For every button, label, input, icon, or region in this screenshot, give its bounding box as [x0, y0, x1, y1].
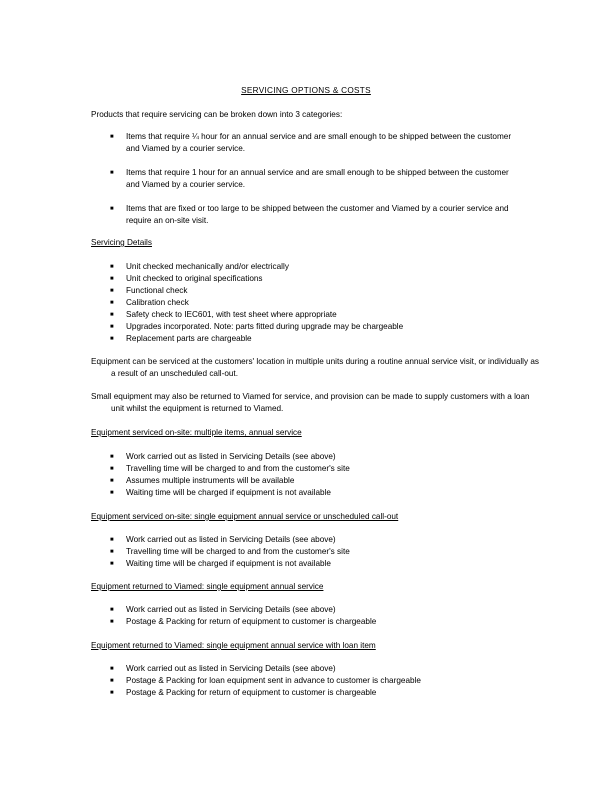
bullet-icon: ■	[110, 312, 114, 318]
list-item	[91, 273, 521, 285]
list-item	[91, 309, 521, 321]
list-item-text: Postage & Packing for return of equipment to customer is chargeable	[126, 688, 377, 697]
list-item-text: Unit checked mechanically and/or electrically	[126, 262, 289, 271]
bullet-icon: ■	[110, 336, 114, 342]
list-item-text: Postage & Packing for loan equipment sent in advance to customer is chargeable	[126, 676, 421, 685]
bullet-icon: ■	[110, 300, 114, 306]
list-item	[91, 663, 521, 675]
section-list	[91, 534, 521, 570]
list-item-text: Work carried out as listed in Servicing Details (see above)	[126, 605, 336, 614]
list-item	[91, 534, 521, 546]
list-item	[91, 475, 521, 487]
page-title: SERVICING OPTIONS & COSTS	[241, 86, 371, 95]
categories-list	[91, 131, 521, 227]
bullet-icon: ■	[110, 549, 114, 555]
bullet-icon: ■	[110, 134, 114, 140]
return-paragraph: Small equipment may also be returned to Viamed for service, and provision can be made to supply customers with a loan unit whilst the equipment is returned to Viamed.	[91, 392, 530, 413]
list-item-text: Items that are fixed or too large to be shipped between the customer and Viamed by a courier service and require an on-site visit.	[126, 204, 509, 225]
list-item	[91, 687, 521, 699]
list-item-text: Replacement parts are chargeable	[126, 334, 252, 343]
bullet-icon: ■	[110, 561, 114, 567]
servicing-details-heading: Servicing Details	[91, 238, 152, 247]
list-item	[91, 285, 521, 297]
list-item-text: Upgrades incorporated. Note: parts fitted during upgrade may be chargeable	[126, 322, 404, 331]
list-item-text: Postage & Packing for return of equipment to customer is chargeable	[126, 617, 377, 626]
list-item-text: Items that require ¼ hour for an annual service and are small enough to be shipped between the customer and Viamed by a courier service.	[126, 132, 512, 153]
bullet-icon: ■	[110, 206, 114, 212]
bullet-icon: ■	[110, 490, 114, 496]
list-item-text: Travelling time will be charged to and from the customer's site	[126, 464, 350, 473]
bullet-icon: ■	[110, 276, 114, 282]
list-item	[91, 558, 521, 570]
servicing-details-list	[91, 261, 521, 345]
section-heading: Equipment serviced on-site: multiple items, annual service	[91, 428, 302, 437]
list-item	[91, 616, 521, 628]
bullet-icon: ■	[110, 666, 114, 672]
list-item	[91, 463, 521, 475]
bullet-icon: ■	[110, 619, 114, 625]
list-item-text: Waiting time will be charged if equipment is not available	[126, 559, 331, 568]
bullet-icon: ■	[110, 607, 114, 613]
list-item-text: Unit checked to original specifications	[126, 274, 263, 283]
bullet-icon: ■	[110, 678, 114, 684]
section-heading: Equipment returned to Viamed: single equipment annual service	[91, 582, 324, 591]
list-item	[91, 451, 521, 463]
intro-paragraph: Products that require servicing can be broken down into 3 categories:	[91, 110, 343, 119]
bullet-icon: ■	[110, 170, 114, 176]
bullet-icon: ■	[110, 454, 114, 460]
list-item	[91, 167, 521, 191]
bullet-icon: ■	[110, 537, 114, 543]
bullet-icon: ■	[110, 466, 114, 472]
list-item	[91, 604, 521, 616]
list-item-text: Calibration check	[126, 298, 189, 307]
list-item-text: Safety check to IEC601, with test sheet where appropriate	[126, 310, 337, 319]
list-item	[91, 203, 521, 227]
bullet-icon: ■	[110, 324, 114, 330]
list-item	[91, 297, 521, 309]
list-item	[91, 487, 521, 499]
section-list	[91, 604, 521, 628]
list-item-text: Work carried out as listed in Servicing Details (see above)	[126, 452, 336, 461]
bullet-icon: ■	[110, 690, 114, 696]
section-list	[91, 451, 521, 499]
list-item-text: Work carried out as listed in Servicing Details (see above)	[126, 664, 336, 673]
list-item-text: Work carried out as listed in Servicing Details (see above)	[126, 535, 336, 544]
list-item	[91, 131, 521, 155]
list-item-text: Assumes multiple instruments will be available	[126, 476, 295, 485]
list-item-text: Travelling time will be charged to and from the customer's site	[126, 547, 350, 556]
list-item-text: Waiting time will be charged if equipment is not available	[126, 488, 331, 497]
bullet-icon: ■	[110, 264, 114, 270]
list-item	[91, 675, 521, 687]
list-item	[91, 333, 521, 345]
list-item	[91, 261, 521, 273]
section-heading: Equipment serviced on-site: single equipment annual service or unscheduled call-out	[91, 512, 399, 521]
onsite-paragraph: Equipment can be serviced at the customers' location in multiple units during a routine annual service visit, or individually as a result of an unscheduled call-out.	[91, 357, 540, 378]
list-item	[91, 546, 521, 558]
list-item	[91, 321, 521, 333]
section-list	[91, 663, 521, 699]
section-heading: Equipment returned to Viamed: single equipment annual service with loan item	[91, 641, 376, 650]
bullet-icon: ■	[110, 478, 114, 484]
list-item-text: Items that require 1 hour for an annual service and are small enough to be shipped between the customer and Viamed by a courier service.	[126, 168, 509, 189]
bullet-icon: ■	[110, 288, 114, 294]
list-item-text: Functional check	[126, 286, 188, 295]
